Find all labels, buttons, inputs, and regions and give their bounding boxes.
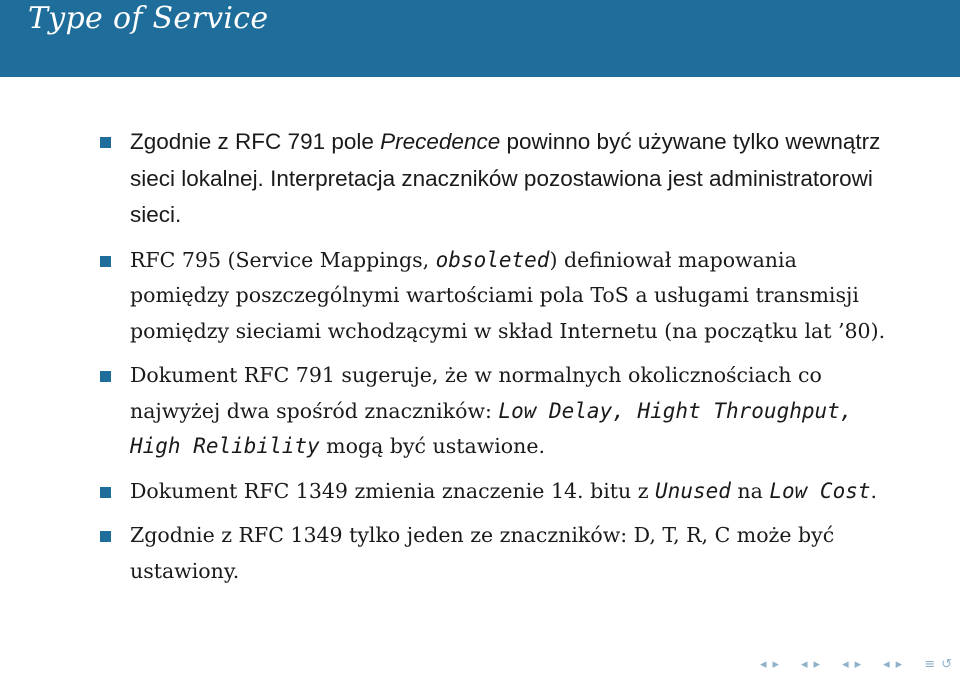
bullet-emphasis: obsoleted: [435, 247, 550, 272]
toc-icon[interactable]: ≡: [924, 656, 936, 672]
bullet-marker-icon: [100, 531, 111, 542]
bullet-item-2: [100, 243, 900, 350]
bullet-emphasis: Low Delay, Hight Throughput, High Relibility: [130, 398, 853, 458]
bullet-text: Dokument RFC 1349 zmienia znaczenie 14. bitu z: [130, 478, 656, 503]
bullet-item-3: [100, 358, 900, 465]
bullet-emphasis: Low Cost: [769, 478, 871, 503]
prev-section-icon[interactable]: ◂: [842, 656, 849, 672]
bullet-marker-icon: [100, 137, 111, 148]
search-icon[interactable]: ↺: [941, 656, 952, 672]
prev-subsection-icon[interactable]: ◂: [801, 656, 808, 672]
slide-content: [100, 124, 900, 598]
bullet-text: na: [730, 478, 770, 503]
beamer-navigation: [760, 654, 952, 674]
slide-header: [0, 0, 960, 77]
next-section-icon[interactable]: ▸: [854, 656, 862, 672]
prev-frame-icon[interactable]: ◂: [759, 656, 767, 672]
bullet-item-5: [100, 518, 900, 589]
next-slide-icon[interactable]: ▸: [895, 656, 903, 672]
bullet-text: .: [870, 478, 878, 503]
next-subsection-icon[interactable]: ▸: [813, 656, 821, 672]
bullet-emphasis: Precedence: [380, 129, 501, 154]
bullet-item-4: [100, 474, 900, 510]
bullet-emphasis: Unused: [655, 478, 731, 503]
bullet-marker-icon: [100, 371, 111, 382]
bullet-text: RFC 795 (Service Mappings,: [130, 247, 436, 272]
bullet-text: Zgodnie z RFC 791 pole: [130, 129, 381, 154]
bullet-text: Zgodnie z RFC 1349 tylko jeden ze znaczników: D, T, R, C może być ustawiony.: [130, 523, 835, 583]
bullet-item-1: [100, 124, 900, 234]
bullet-text: powinno być używane tylko wewnątrz sieci lokalnej. Interpretacja znaczników pozostawiona jest administratorowi sieci.: [130, 129, 881, 227]
bullet-text: ) definiował mapowania pomiędzy poszczególnymi wartościami pola ToS a usługami transmisji pomiędzy sieciami wchodzącymi w skład Internetu (na początku lat ’80).: [130, 247, 886, 343]
slide-title: Type of Service: [28, 1, 269, 36]
next-frame-icon[interactable]: ▸: [772, 656, 779, 672]
bullet-marker-icon: [100, 256, 111, 267]
prev-slide-icon[interactable]: ◂: [883, 656, 890, 672]
bullet-text: mogą być ustawione.: [319, 434, 545, 458]
bullet-marker-icon: [100, 487, 111, 498]
bullet-text: Dokument RFC 791 sugeruje, że w normalnych okolicznościach co najwyżej dwa spośród znaczników:: [130, 363, 822, 423]
